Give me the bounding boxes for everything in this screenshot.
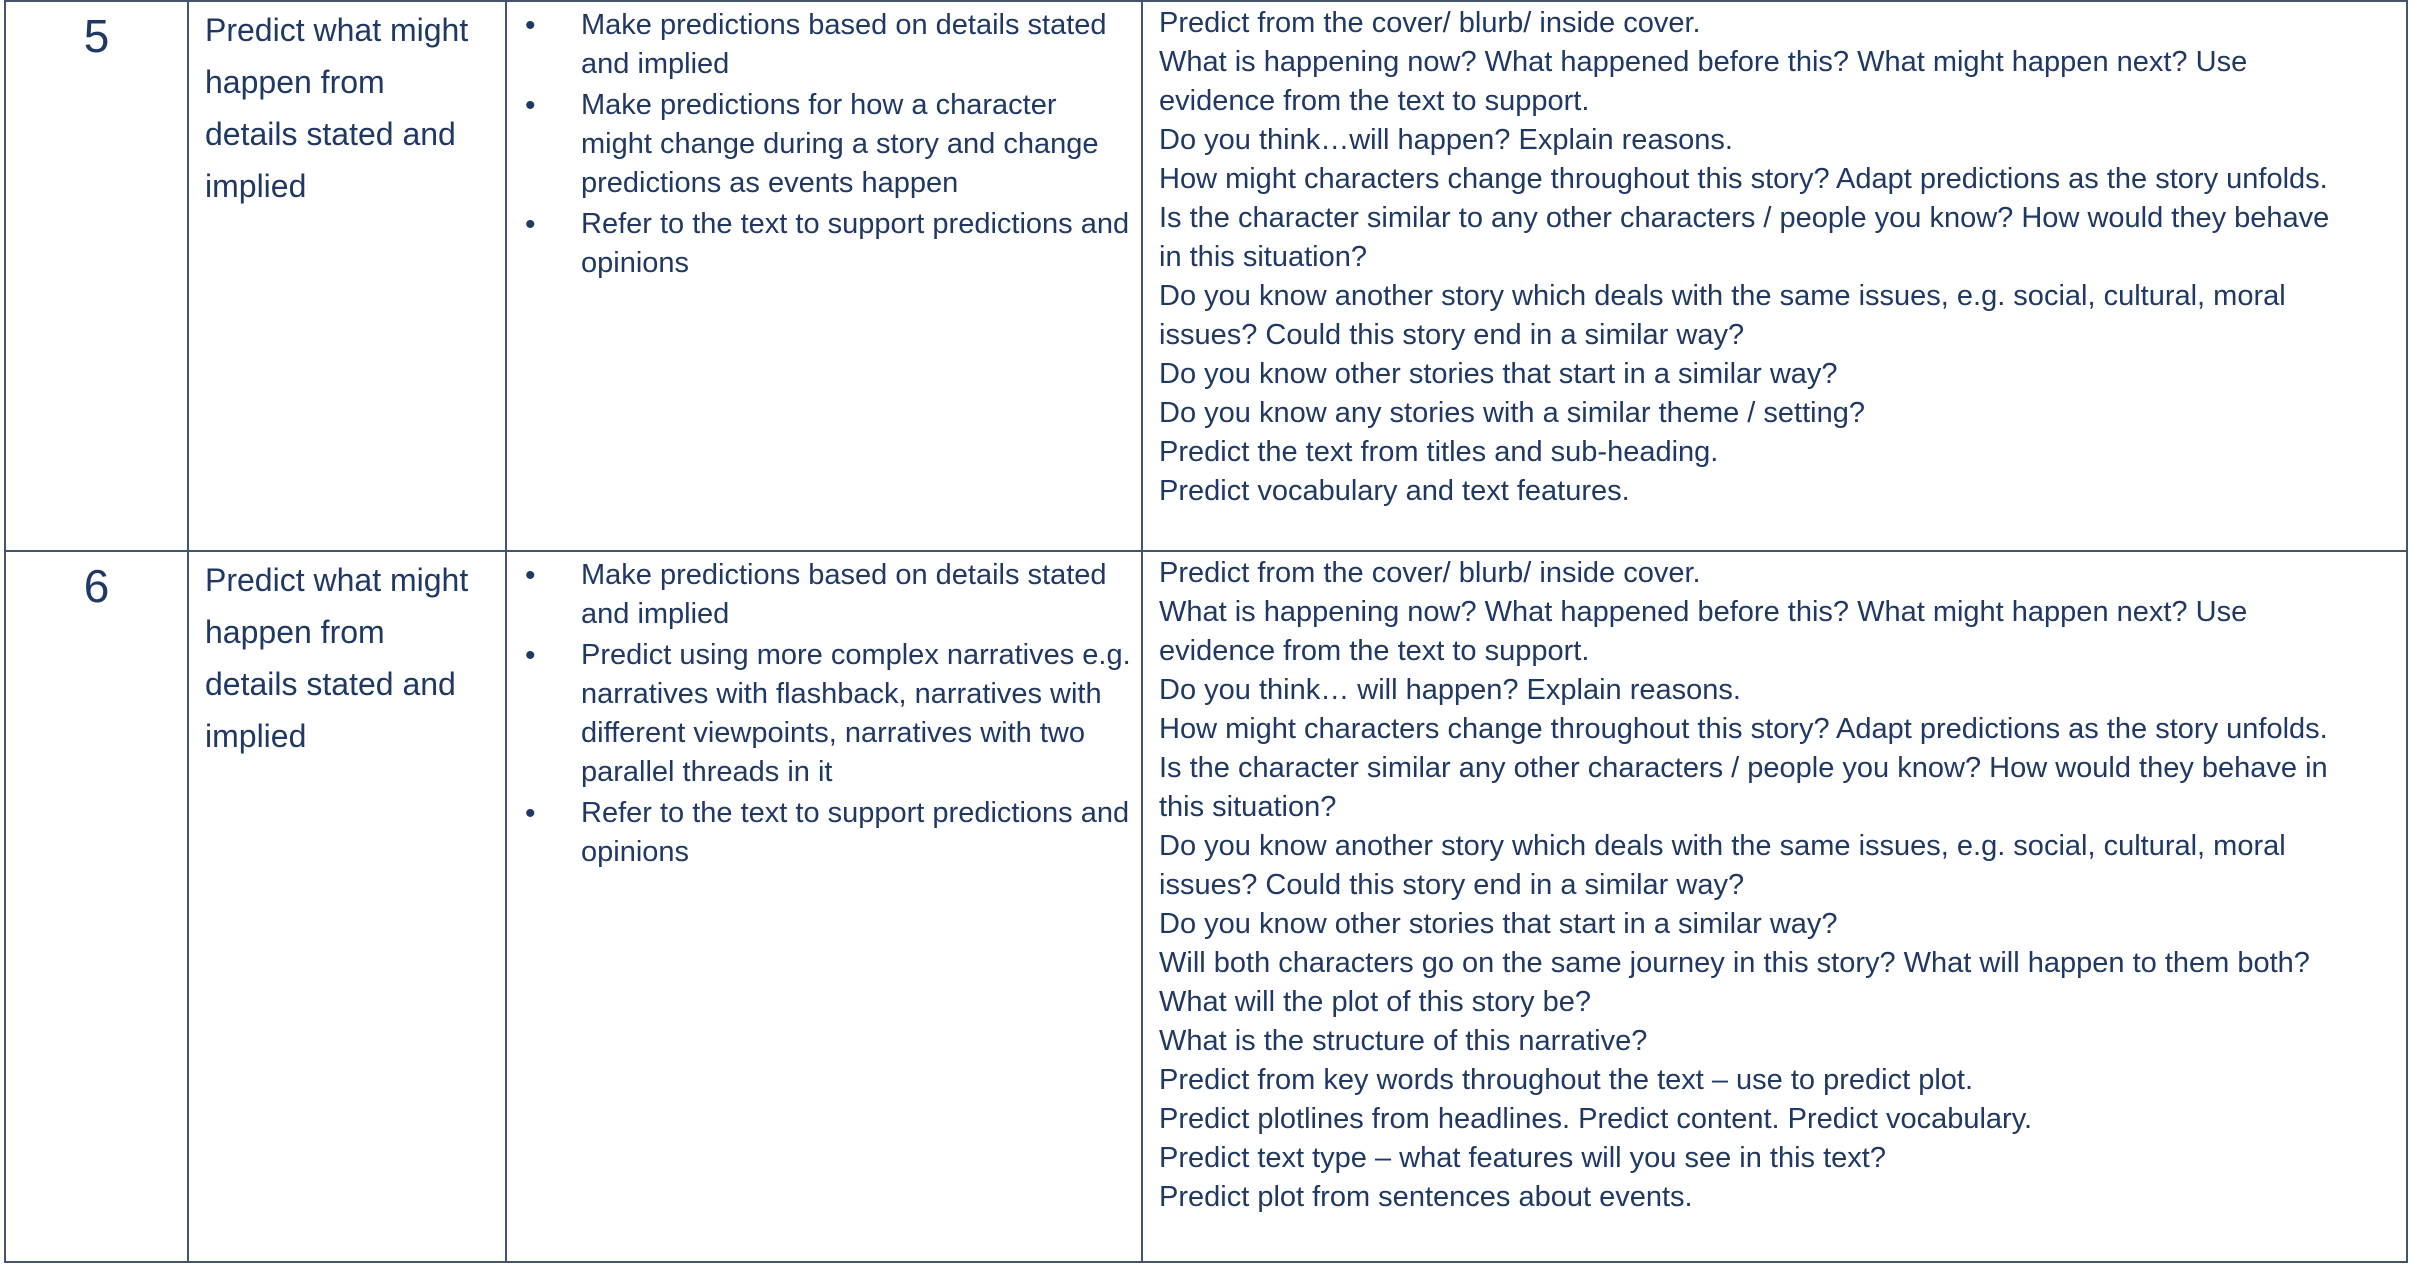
question-line: Do you know another story which deals with the same issues, e.g. social, cultural, moral <box>1159 280 2286 312</box>
question-line: Predict from the cover/ blurb/ inside cover. <box>1159 7 1701 39</box>
question-line: Predict plot from sentences about events. <box>1159 1181 1693 1213</box>
question-line: evidence from the text to support. <box>1159 635 1590 667</box>
objective-line: details stated and <box>205 116 456 152</box>
question-line: Predict vocabulary and text features. <box>1159 475 1630 507</box>
objective-line: Predict what might <box>205 12 469 48</box>
question-line: evidence from the text to support. <box>1159 85 1590 117</box>
question-line: Do you know other stories that start in a similar way? <box>1159 358 1838 390</box>
question-line: Predict text type – what features will you see in this text? <box>1159 1142 1886 1174</box>
questions-cell <box>1142 1 2407 551</box>
question-line: What is the structure of this narrative? <box>1159 1025 1648 1057</box>
skill-item <box>507 86 1131 203</box>
bullet-icon: • <box>525 9 536 42</box>
questions-list <box>1143 552 2406 1217</box>
objective-text <box>189 552 505 762</box>
skill-text: Make predictions based on details stated and implied <box>581 559 1107 630</box>
skills-list <box>507 552 1141 872</box>
table-row-year-5 <box>5 1 2407 551</box>
question-line: issues? Could this story end in a similar way? <box>1159 869 1745 901</box>
bullet-icon: • <box>525 208 536 241</box>
question-line: Do you know any stories with a similar theme / setting? <box>1159 397 1865 429</box>
skill-item <box>507 6 1131 84</box>
objective-line: implied <box>205 718 307 754</box>
skills-cell <box>506 551 1142 1262</box>
objective-line: Predict what might <box>205 562 469 598</box>
question-line: Predict plotlines from headlines. Predict content. Predict vocabulary. <box>1159 1103 2033 1135</box>
question-line: Do you think… will happen? Explain reasons. <box>1159 674 1741 706</box>
question-line: Is the character similar to any other characters / people you know? How would they behave <box>1159 202 2330 234</box>
question-line: Predict the text from titles and sub-heading. <box>1159 436 1719 468</box>
skill-item <box>507 636 1131 792</box>
question-line: Do you know another story which deals with the same issues, e.g. social, cultural, moral <box>1159 830 2286 862</box>
bullet-icon: • <box>525 639 536 672</box>
bullet-icon: • <box>525 89 536 122</box>
question-line: issues? Could this story end in a similar way? <box>1159 319 1745 351</box>
question-line: What will the plot of this story be? <box>1159 986 1591 1018</box>
skill-item <box>507 794 1131 872</box>
objective-line: details stated and <box>205 666 456 702</box>
objective-cell <box>188 1 506 551</box>
objective-line: happen from <box>205 64 385 100</box>
question-line: Predict from key words throughout the text – use to predict plot. <box>1159 1064 1974 1096</box>
questions-cell <box>1142 551 2407 1262</box>
question-line: Will both characters go on the same journey in this story? What will happen to them both? <box>1159 947 2310 979</box>
objective-line: implied <box>205 168 307 204</box>
skill-text: Refer to the text to support predictions and opinions <box>581 797 1130 868</box>
question-line: Predict from the cover/ blurb/ inside cover. <box>1159 557 1701 589</box>
year-number: 6 <box>83 560 110 612</box>
prediction-objectives-table <box>4 0 2408 1263</box>
skill-text: Predict using more complex narratives e.g. narratives with flashback, narratives with different viewpoints, narratives with two parallel threads in it <box>581 639 1131 788</box>
question-line: How might characters change throughout this story? Adapt predictions as the story unfolds. <box>1159 713 2328 745</box>
questions-list <box>1143 2 2406 511</box>
question-line: Do you think…will happen? Explain reasons. <box>1159 124 1733 156</box>
year-cell <box>5 1 188 551</box>
skills-list <box>507 2 1141 283</box>
skills-cell <box>506 1 1142 551</box>
question-line: Is the character similar any other characters / people you know? How would they behave in <box>1159 752 2328 784</box>
year-cell <box>5 551 188 1262</box>
bullet-icon: • <box>525 797 536 830</box>
skill-text: Make predictions based on details stated and implied <box>581 9 1107 80</box>
question-line: How might characters change throughout this story? Adapt predictions as the story unfolds. <box>1159 163 2328 195</box>
objective-cell <box>188 551 506 1262</box>
skill-item <box>507 205 1131 283</box>
bullet-icon: • <box>525 559 536 592</box>
question-line: What is happening now? What happened before this? What might happen next? Use <box>1159 596 2248 628</box>
question-line: this situation? <box>1159 791 1337 823</box>
objective-text <box>189 2 505 212</box>
question-line: What is happening now? What happened before this? What might happen next? Use <box>1159 46 2248 78</box>
question-line: Do you know other stories that start in a similar way? <box>1159 908 1838 940</box>
table-row-year-6 <box>5 551 2407 1262</box>
skill-item <box>507 556 1131 634</box>
skill-text: Refer to the text to support predictions and opinions <box>581 208 1130 279</box>
objective-line: happen from <box>205 614 385 650</box>
question-line: in this situation? <box>1159 241 1367 273</box>
year-number: 5 <box>83 10 110 62</box>
skill-text: Make predictions for how a character might change during a story and change predictions as events happen <box>581 89 1099 199</box>
